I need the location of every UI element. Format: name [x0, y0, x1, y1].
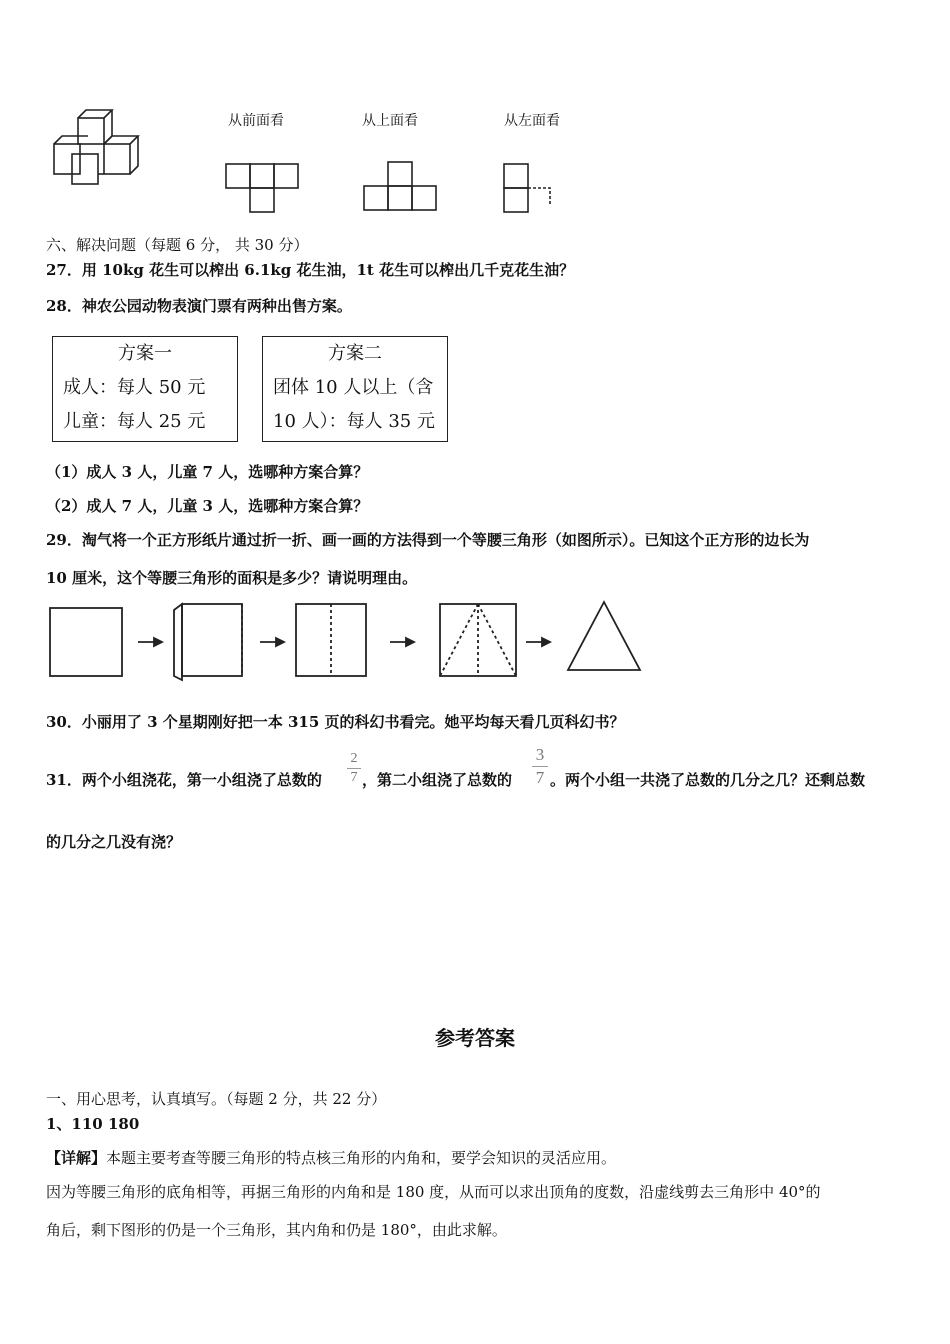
- question-31-part-b: ，第二小组浇了总数的: [362, 771, 513, 789]
- plan-2-line-1: 团体 10 人以上（含: [273, 377, 434, 398]
- left-view-figure: [500, 160, 556, 216]
- plan-2-title: 方案二: [328, 343, 382, 364]
- fraction-three-sevenths: [532, 744, 548, 789]
- plan-1-adult-price: 成人：每人 50 元: [63, 377, 206, 398]
- cube-stack-figure: [48, 108, 158, 188]
- plan-1-child-price: 儿童：每人 25 元: [63, 411, 206, 432]
- plan-1-title: 方案一: [118, 343, 172, 364]
- paper-folding-figure: [46, 598, 906, 682]
- question-30: 30．小丽用了 3 个星期刚好把一本 315 页的科幻书看完。她平均每天看几页科幻书？: [46, 713, 625, 731]
- plan-2-line-2: 10 人）：每人 35 元: [273, 411, 435, 432]
- answers-title: 参考答案: [435, 1026, 515, 1050]
- ticket-plan-2: [262, 336, 448, 442]
- fraction-two-sevenths: [347, 750, 361, 787]
- view-label-front: 从前面看: [228, 113, 284, 129]
- answer-1-explain-line-2: 角后，剩下图形的仍是一个三角形，其内角和仍是 180°，由此求解。: [46, 1221, 507, 1239]
- fraction-1-numerator: 2: [347, 750, 361, 769]
- answer-1-detail: [46, 1148, 616, 1168]
- front-view-figure: [222, 160, 302, 216]
- ticket-plan-1: [52, 336, 238, 442]
- view-label-top: 从上面看: [362, 113, 418, 129]
- answer-1: 1、110 180: [46, 1115, 140, 1133]
- answer-1-explain-line-1: 因为等腰三角形的底角相等，再据三角形的内角和是 180 度，从而可以求出顶角的度数，沿虚线剪去三角形中 40°的: [46, 1183, 821, 1201]
- view-label-left: 从左面看: [504, 113, 560, 129]
- question-28-part-2: （2）成人 7 人，儿童 3 人，选哪种方案合算？: [46, 497, 369, 515]
- question-28: 28．神农公园动物表演门票有两种出售方案。: [46, 297, 352, 315]
- question-27: 27．用 10kg 花生可以榨出 6.1kg 花生油，1t 花生可以榨出几千克花生油？: [46, 261, 575, 279]
- question-29-line-2: 10 厘米，这个等腰三角形的面积是多少？请说明理由。: [46, 569, 418, 587]
- fraction-1-denominator: 7: [350, 770, 358, 785]
- detail-label: 【详解】: [46, 1149, 107, 1167]
- question-31-line-2: 的几分之几没有浇？: [46, 833, 182, 851]
- question-29-line-1: 29．淘气将一个正方形纸片通过折一折、画一画的方法得到一个等腰三角形（如图所示）。已知这个正方形的边长为: [46, 531, 810, 549]
- top-view-figure: [360, 160, 440, 216]
- answers-section-1-heading: 一、用心思考，认真填写。（每题 2 分，共 22 分）: [46, 1090, 387, 1108]
- question-28-part-1: （1）成人 3 人，儿童 7 人，选哪种方案合算？: [46, 463, 369, 481]
- fraction-2-denominator: 7: [535, 768, 545, 787]
- section6-heading: 六、解决问题（每题 6 分， 共 30 分）: [46, 236, 309, 254]
- question-31-part-c: 。两个小组一共浇了总数的几分之几？还剩总数: [550, 771, 866, 789]
- detail-text: 本题主要考查等腰三角形的特点核三角形的内角和，要学会知识的灵活应用。: [106, 1149, 617, 1167]
- fraction-2-numerator: 3: [532, 744, 548, 767]
- question-31-part-a: 31．两个小组浇花，第一小组浇了总数的: [46, 771, 322, 789]
